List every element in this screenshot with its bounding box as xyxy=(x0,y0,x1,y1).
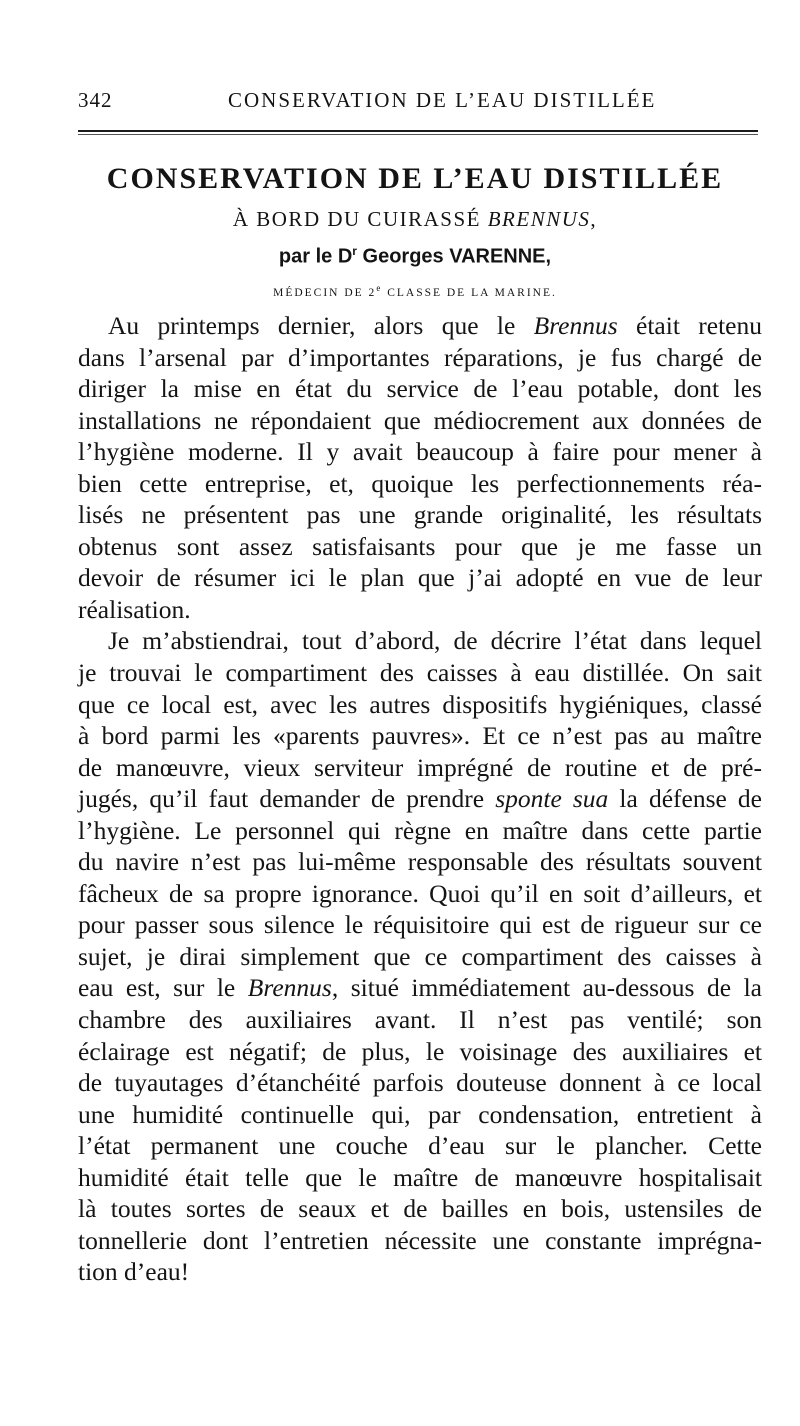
text-line: obtenus sont assez satisfaisants pour que je me fasse un xyxy=(78,531,762,561)
subtitle-suffix: , xyxy=(590,207,598,231)
article-body xyxy=(78,310,762,1288)
text-line: l’état permanent une couche d’eau sur le plancher. Cette xyxy=(78,1131,762,1161)
text-line xyxy=(78,783,762,815)
rank-suffix: CLASSE DE LA MARINE. xyxy=(382,286,557,299)
text-line: l’hygiène. Le personnel qui règne en maître dans cette partie xyxy=(78,815,762,845)
text-line: dans l’arsenal par d’importantes réparations, je fus chargé de xyxy=(78,342,762,372)
text-line: éclairage est négatif; de plus, le voisinage des auxiliaires et xyxy=(78,1036,762,1066)
text-line: du navire n’est pas lui-même responsable des résultats souvent xyxy=(78,847,762,877)
byline-sup: r xyxy=(352,244,357,258)
text-line: Je m’abstiendrai, tout d’abord, de décrire l’état dans lequel xyxy=(108,626,762,656)
author-rank xyxy=(70,283,760,299)
text-line: sujet, je dirai simplement que ce compartiment des caisses à xyxy=(78,941,762,971)
text-line: à bord parmi les «parents pauvres». Et ce n’est pas au maître xyxy=(78,721,762,751)
text-line: tonnellerie dont l’entretien nécessite une constante imprégna- xyxy=(78,1225,762,1255)
text-line: installations ne répondaient que médiocrement aux données de xyxy=(78,405,762,435)
text-line: fâcheux de sa propre ignorance. Quoi qu’il en soit d’ailleurs, et xyxy=(78,878,762,908)
text-line: bien cette entreprise, et, quoique les perfectionnements réa- xyxy=(78,468,762,498)
rank-prefix: MÉDECIN DE 2 xyxy=(273,286,377,299)
text-line: devoir de résumer ici le plan que j’ai adopté en vue de leur xyxy=(78,563,762,593)
text-run: jugés, qu’il faut demander de prendre xyxy=(78,784,496,814)
running-head-title: CONSERVATION DE L’EAU DISTILLÉE xyxy=(228,88,657,112)
header-rule xyxy=(78,130,758,132)
paragraph-2 xyxy=(78,625,762,1287)
text-run: , situé immédiatement au-dessous de la xyxy=(331,973,762,1003)
page-number: 342 xyxy=(78,88,113,112)
ship-name: Brennus xyxy=(533,311,618,340)
text-run: la défense de xyxy=(608,784,763,814)
text-line: pour passer sous silence le réquisitoire qui est de rigueur sur ce xyxy=(78,910,762,940)
text-line: de manœuvre, vieux serviteur imprégné de routine et de pré- xyxy=(78,752,762,782)
ship-name: Brennus xyxy=(247,973,332,1003)
paragraph-1 xyxy=(78,310,762,625)
subtitle-prefix: À BORD DU CUIRASSÉ xyxy=(232,207,488,231)
rank-sup: e xyxy=(376,283,383,293)
text-run: était retenu xyxy=(617,311,762,340)
text-line: de tuyautages d’étanchéité parfois douteuse donnent à ce local xyxy=(78,1068,762,1098)
text-line: réalisation. xyxy=(78,594,191,624)
article-title: CONSERVATION DE L’EAU DISTILLÉE xyxy=(106,162,724,195)
text-line: que ce local est, avec les autres dispositifs hygiéniques, classé xyxy=(78,689,762,719)
text-line: diriger la mise en état du service de l’eau potable, dont les xyxy=(78,374,762,404)
text-line xyxy=(78,310,762,342)
subtitle-ship-name: BRENNUS xyxy=(487,207,591,231)
text-line: chambre des auxiliaires avant. Il n’est pas ventilé; son xyxy=(78,1005,762,1035)
article-subtitle xyxy=(70,207,760,232)
byline-name: Georges VARENNE, xyxy=(356,245,552,268)
text-line: tion d’eau! xyxy=(78,1257,190,1287)
running-head xyxy=(78,88,758,122)
text-line: je trouvai le compartiment des caisses à eau distillée. On sait xyxy=(78,658,762,688)
text-line xyxy=(78,972,762,1004)
header-rule-thin xyxy=(78,134,758,135)
author-byline xyxy=(70,244,760,269)
text-line: l’hygiène moderne. Il y avait beaucoup à faire pour mener à xyxy=(78,437,762,467)
byline-prefix: par le D xyxy=(278,245,353,268)
text-line: lisés ne présentent pas une grande originalité, les résultats xyxy=(78,500,762,530)
text-line: humidité était telle que le maître de manœuvre hospitalisait xyxy=(78,1162,762,1192)
text-run: Au printemps dernier, alors que le xyxy=(108,311,534,340)
latin-phrase: sponte sua xyxy=(495,784,609,814)
text-run: eau est, sur le xyxy=(78,973,248,1003)
text-line: là toutes sortes de seaux et de bailles en bois, ustensiles de xyxy=(78,1194,762,1224)
text-line: une humidité continuelle qui, par condensation, entretient à xyxy=(78,1099,762,1129)
